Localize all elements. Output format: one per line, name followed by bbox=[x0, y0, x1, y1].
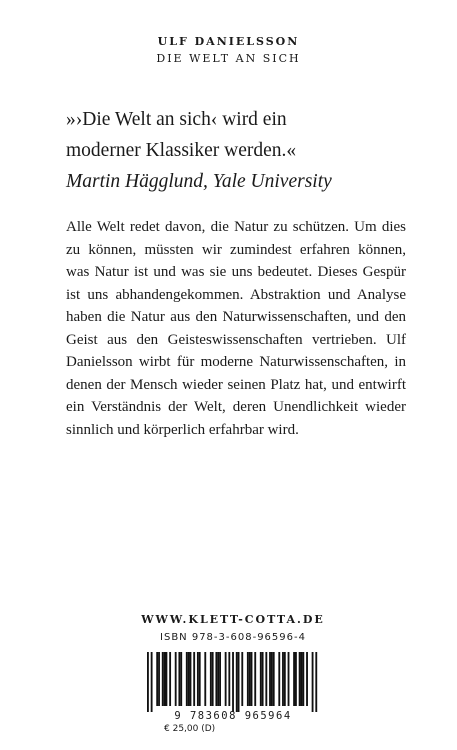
isbn-number: ISBN 978-3-608-96596-4 bbox=[160, 632, 306, 643]
book-header bbox=[0, 33, 457, 67]
book-title: DIE WELT AN SICH bbox=[156, 52, 301, 65]
review-quote bbox=[66, 104, 426, 197]
author-name: ULF DANIELSSON bbox=[157, 35, 300, 48]
barcode bbox=[144, 652, 322, 722]
barcode-digits: 9 783608 965964 bbox=[174, 710, 292, 722]
quote-line-2: moderner Klassiker werden.« bbox=[66, 140, 297, 161]
quote-line-1: »›Die Welt an sich‹ wird ein bbox=[66, 109, 287, 130]
description-text: Alle Welt redet davon, die Natur zu schützen. Um dies zu können, müssten wir zumindest erfahren können, was Natur ist und was sie uns bedeutet. Dieses Gespür ist uns abhandengekommen. Abstraktion und Analyse haben die Natur aus den Naturwissenschaften, und den Geist aus den Geisteswissenschaften vertrieben. Ulf Danielsson wirbt für moderne Naturwissenschaften, in denen der Mensch wieder seinen Platz hat, und entwirft ein Verständnis der Welt, deren Unendlichkeit wieder sinnlich und körperlich erfahrbar wird. bbox=[66, 219, 406, 438]
book-description bbox=[66, 216, 406, 441]
publisher-website: WWW.KLETT-COTTA.DE bbox=[141, 613, 325, 626]
back-cover-footer bbox=[136, 612, 330, 734]
barcode-bars bbox=[144, 652, 322, 712]
price-label: € 25,00 (D) bbox=[164, 724, 216, 734]
quote-attribution: Martin Hägglund, Yale University bbox=[66, 171, 332, 192]
